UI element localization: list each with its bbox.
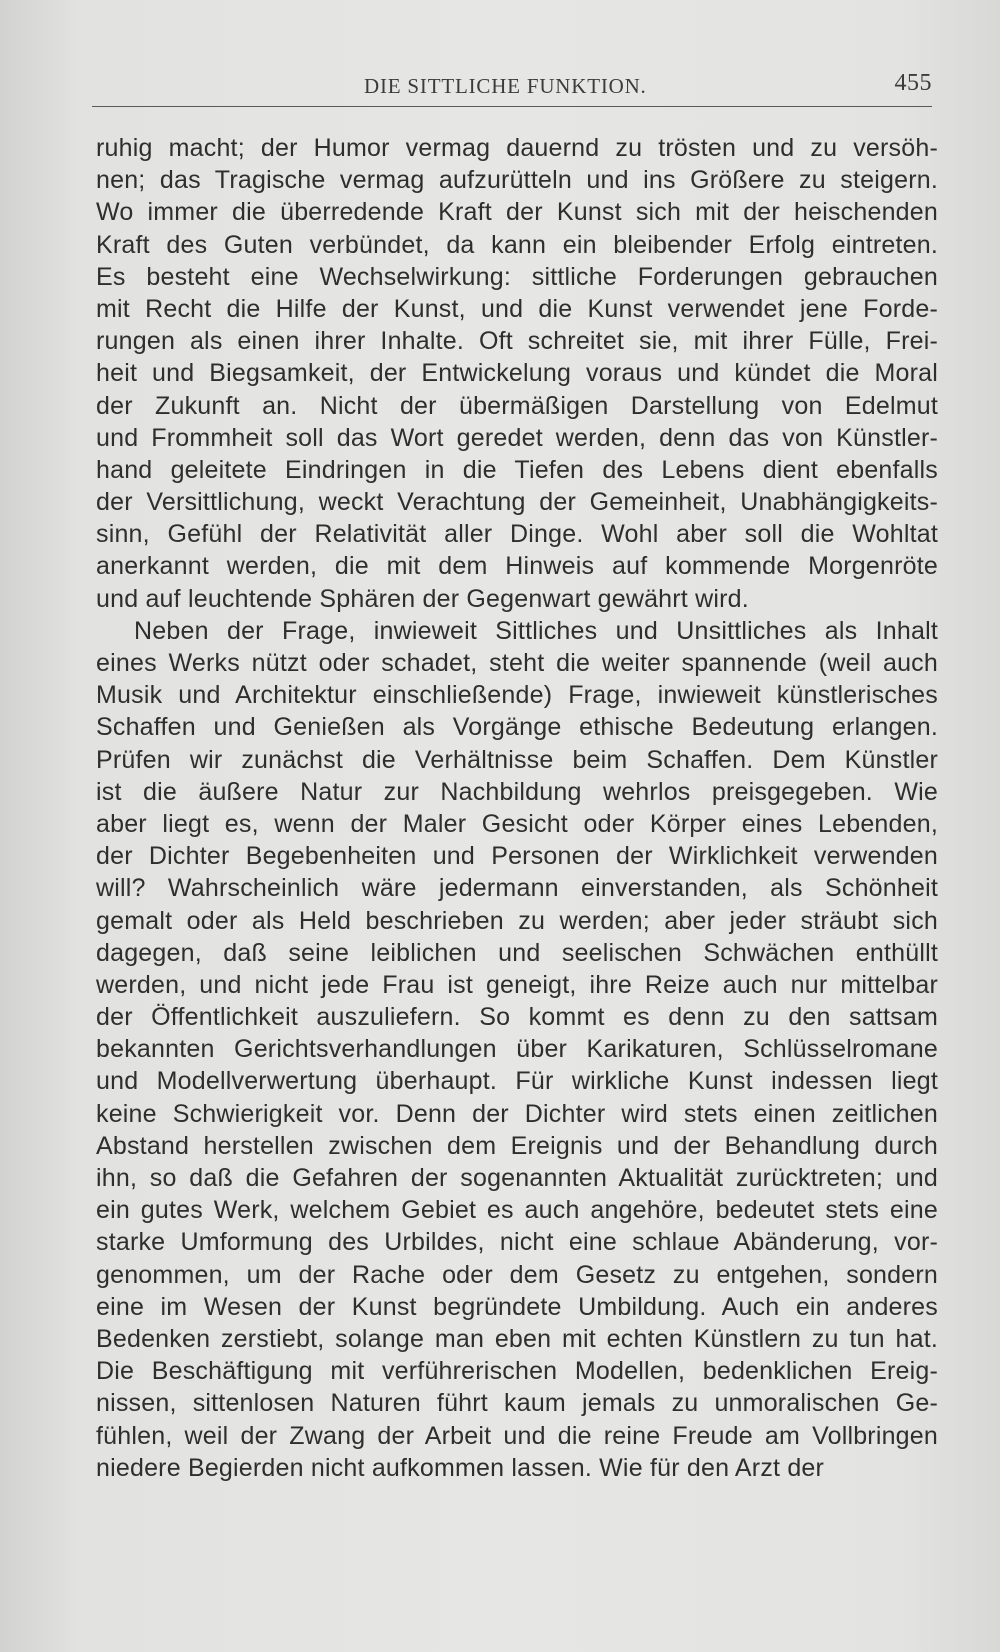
text-line: der Versittlichung, weckt Verachtung der Gemeinheit, Unabhängigkeits- (96, 488, 938, 517)
text-line: ist die äußere Natur zur Nachbildung wehrlos preisgegeben. Wie (96, 777, 938, 806)
text-line: niedere Begierden nicht aufkommen lassen. Wie für den Arzt der (96, 1453, 825, 1482)
text-line: Kraft des Guten verbündet, da kann ein bleibender Erfolg eintreten. (96, 230, 938, 259)
text-line: sinn, Gefühl der Relativität aller Dinge. Wohl aber soll die Wohltat (96, 520, 938, 549)
text-line: heit und Biegsamkeit, der Entwickelung voraus und kündet die Moral (96, 359, 938, 388)
text-line: ihn, so daß die Gefahren der sogenannten Aktualität zurücktreten; und (96, 1164, 938, 1192)
text-line: der Dichter Begebenheiten und Personen der Wirklichkeit verwenden (96, 842, 938, 871)
text-line: rungen als einen ihrer Inhalte. Oft schreitet sie, mit ihrer Fülle, Frei- (96, 327, 938, 356)
text-line: und auf leuchtende Sphären der Gegenwart gewährt wird. (96, 584, 749, 613)
text-line: nen; das Tragische vermag aufzurütteln und ins Größere zu steigern. (96, 166, 938, 195)
text-line: Musik und Architektur einschließende) Frage, inwieweit künstlerisches (96, 681, 938, 710)
text-line: werden, und nicht jede Frau ist geneigt, ihre Reize auch nur mittelbar (96, 970, 938, 999)
body-text (96, 132, 938, 1484)
text-line: mit Recht die Hilfe der Kunst, und die Kunst verwendet jene Forde- (96, 294, 938, 323)
text-line: gemalt oder als Held beschrieben zu werden; aber jeder sträubt sich (96, 906, 938, 935)
text-line: fühlen, weil der Zwang der Arbeit und die reine Freude am Vollbringen (96, 1421, 938, 1450)
text-line: Bedenken zerstiebt, solange man eben mit echten Künstlern zu tun hat. (96, 1324, 938, 1353)
text-line: starke Umformung des Urbildes, nicht eine schlaue Abänderung, vor- (96, 1228, 938, 1257)
text-line: Es besteht eine Wechselwirkung: sittliche Forderungen gebrauchen (96, 262, 938, 291)
text-line: dagegen, daß seine leiblichen und seelischen Schwächen enthüllt (96, 938, 938, 967)
text-line: Schaffen und Genießen als Vorgänge ethische Bedeutung erlangen. (96, 713, 938, 742)
page-number: 455 (894, 70, 932, 96)
header-rule (92, 106, 932, 107)
text-line: und Frommheit soll das Wort geredet werden, denn das von Künstler- (96, 423, 938, 452)
text-line: eines Werks nützt oder schadet, steht die weiter spannende (weil auch (96, 649, 938, 677)
text-line: ruhig macht; der Humor vermag dauernd zu trösten und zu versöh- (96, 134, 938, 162)
text-line: ein gutes Werk, welchem Gebiet es auch angehöre, bedeutet stets eine (96, 1196, 938, 1225)
text-line: Wo immer die überredende Kraft der Kunst sich mit der heischenden (96, 198, 938, 227)
text-line: anerkannt werden, die mit dem Hinweis auf kommende Morgenröte (96, 552, 938, 581)
running-head: DIE SITTLICHE FUNKTION. (364, 74, 647, 98)
text-line: und Modellverwertung überhaupt. Für wirkliche Kunst indessen liegt (96, 1067, 938, 1096)
paragraph (96, 615, 938, 1484)
text-line: Prüfen wir zunächst die Verhältnisse beim Schaffen. Dem Künstler (96, 745, 938, 774)
text-line: eine im Wesen der Kunst begründete Umbildung. Auch ein anderes (96, 1292, 938, 1321)
text-line: der Zukunft an. Nicht der übermäßigen Darstellung von Edelmut (96, 391, 938, 420)
page-header (92, 70, 932, 104)
text-line: Abstand herstellen zwischen dem Ereignis und der Behandlung durch (96, 1131, 938, 1160)
text-line: der Öffentlichkeit auszuliefern. So kommt es denn zu den sattsam (96, 1003, 938, 1032)
text-line: aber liegt es, wenn der Maler Gesicht oder Körper eines Lebenden, (96, 809, 938, 838)
text-line: Die Beschäftigung mit verführerischen Modellen, bedenklichen Ereig- (96, 1357, 938, 1386)
text-line: keine Schwierigkeit vor. Denn der Dichter wird stets einen zeitlichen (96, 1099, 938, 1128)
text-line: will? Wahrscheinlich wäre jedermann einverstanden, als Schönheit (96, 874, 938, 903)
text-line: genommen, um der Rache oder dem Gesetz zu entgehen, sondern (96, 1260, 938, 1289)
text-line: hand geleitete Eindringen in die Tiefen des Lebens dient ebenfalls (96, 455, 938, 484)
paragraph (96, 132, 938, 615)
text-line: nissen, sittenlosen Naturen führt kaum jemals zu unmoralischen Ge- (96, 1389, 938, 1418)
text-line: bekannten Gerichtsverhandlungen über Karikaturen, Schlüsselromane (96, 1035, 938, 1064)
text-line: Neben der Frage, inwieweit Sittliches und Unsittliches als Inhalt (134, 616, 938, 645)
